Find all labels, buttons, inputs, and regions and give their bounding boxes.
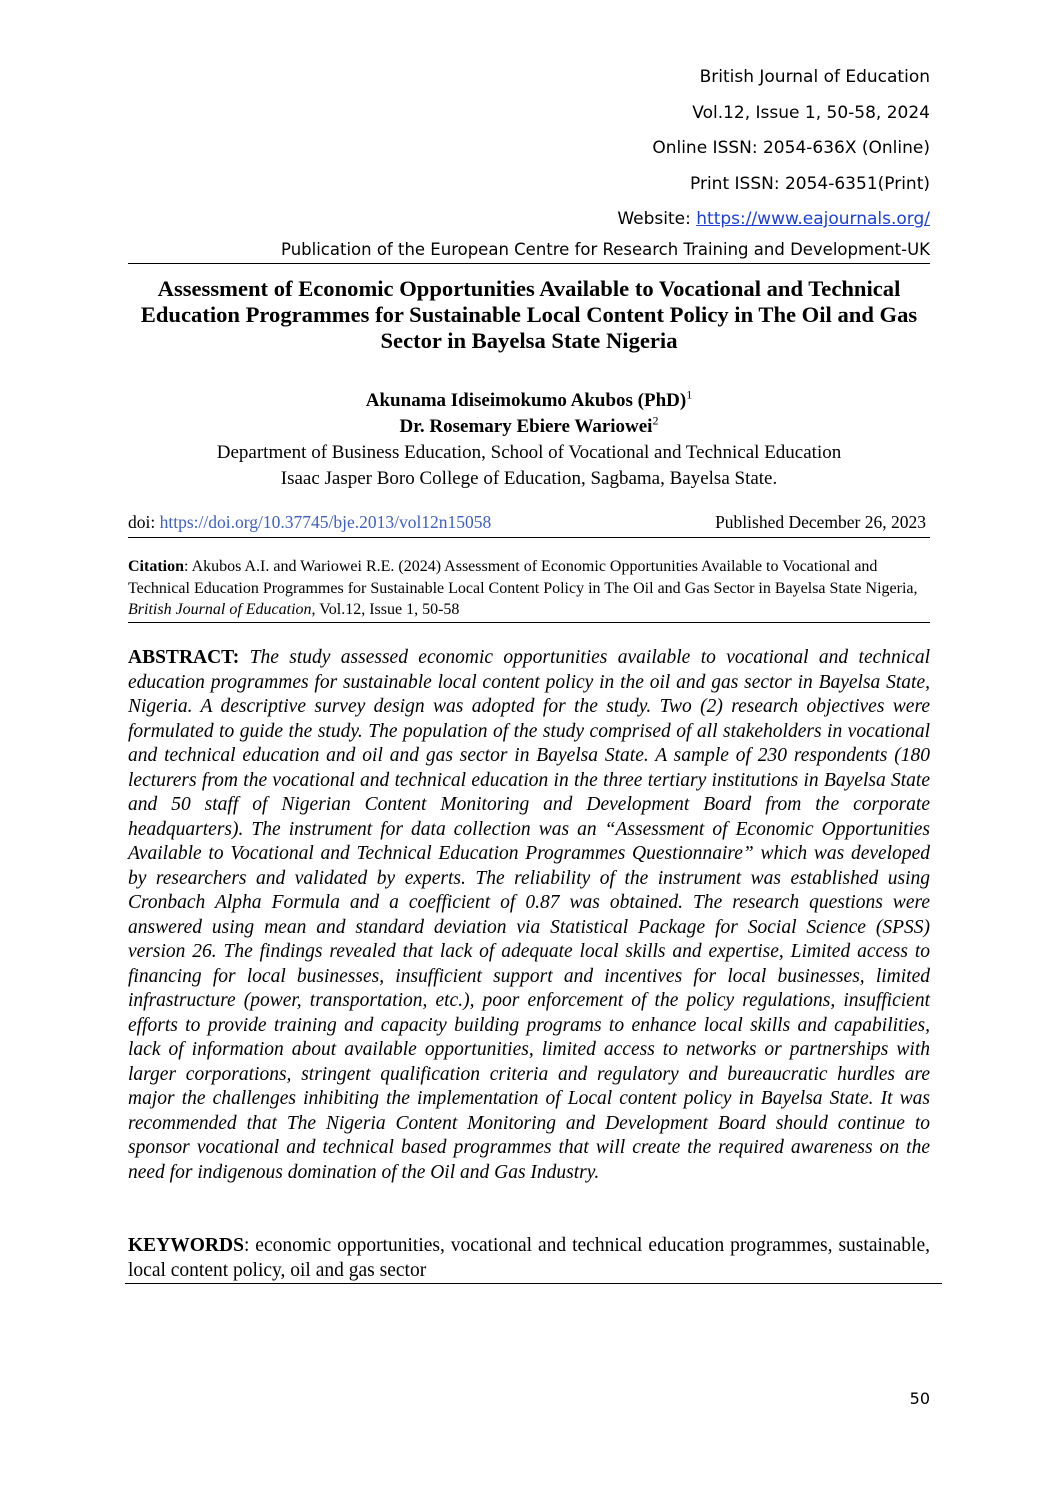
website-link[interactable]: https://www.eajournals.org/ [696, 209, 930, 229]
citation-label: Citation [128, 558, 184, 575]
journal-header [130, 60, 930, 238]
citation-block [128, 556, 930, 623]
website-label: Website: [617, 209, 697, 229]
page-number: 50 [909, 1389, 930, 1408]
keywords-text: : economic opportunities, vocational and technical education programmes, sustainable, local content policy, oil and gas sector [128, 1235, 930, 1281]
author-2 [128, 414, 930, 440]
citation-issue: , Vol.12, Issue 1, 50-58 [311, 601, 460, 618]
doi-line [128, 510, 930, 538]
doi-label: doi: [128, 512, 160, 532]
paper-title: Assessment of Economic Opportunities Available to Vocational and Technical Education Programmes for Sustainable Local Content Policy in The Oil and Gas Sector in Bayelsa State Nigeria [140, 276, 918, 353]
author-1 [128, 388, 930, 414]
publisher-line: Publication of the European Centre for Research Training and Development-UK [128, 238, 930, 264]
online-issn: Online ISSN: 2054-636X (Online) [652, 138, 930, 158]
author-affiliation-mark: 2 [652, 413, 659, 428]
affiliation-line-1: Department of Business Education, School of Vocational and Technical Education [216, 442, 842, 463]
author-block [128, 388, 930, 492]
citation-journal: British Journal of Education [128, 601, 312, 618]
abstract [128, 646, 930, 1185]
citation-text: : Akubos A.I. and Wariowei R.E. (2024) Assessment of Economic Opportunities Available to Vocational and Technical Education Programmes for Sustainable Local Content Policy in The Oil and Gas Sector in Bayelsa State Nigeria, [128, 558, 918, 597]
doi-link[interactable]: https://doi.org/10.37745/bje.2013/vol12n15058 [159, 512, 492, 532]
website-line [130, 202, 930, 238]
author-affiliation-mark: 1 [686, 387, 693, 402]
keywords-label: KEYWORDS [128, 1235, 244, 1256]
keywords [125, 1234, 942, 1284]
author-name: Akunama Idiseimokumo Akubos (PhD) [365, 390, 687, 411]
print-issn: Print ISSN: 2054-6351(Print) [690, 173, 930, 194]
published-date: Published December 26, 2023 [715, 512, 926, 532]
abstract-label: ABSTRACT: [128, 647, 240, 668]
abstract-body: The study assessed economic opportunities available to vocational and technical education programmes for sustainable local content policy in the oil and gas sector in Bayelsa State, Nigeria. A descriptive survey design was adopted for the study. Two (2) research objectives were formulated to guide the study. The population of the study comprised of all stakeholders in vocational and technical education and oil and gas sector in Bayelsa State. A sample of 230 respondents (180 lecturers from the vocational and technical education in the three tertiary institutions in Bayelsa State and 50 staff of Nigerian Content Monitoring and Development Board from the corporate headquarters). The instrument for data collection was an “Assessment of Economic Opportunities Available to Vocational and Technical Education Programmes Questionnaire” which was developed by researchers and validated by experts. The reliability of the instrument was established using Cronbach Alpha Formula and a coefficient of 0.87 was obtained. The research questions were answered using mean and standard deviation via Statistical Package for Social Science (SPSS) version 26. The findings revealed that lack of adequate local skills and expertise, Limited access to financing for local businesses, insufficient support and incentives for local businesses, limited infrastructure (power, transportation, etc.), poor enforcement of the policy regulations, insufficient efforts to provide training and capacity building programs to enhance local skills and capabilities, lack of information about available opportunities, limited access to networks or partnerships with larger corporations, stringent qualification criteria and regulatory and bureaucratic hurdles are major the challenges inhibiting the implementation of Local content policy in Bayelsa State. It was recommended that The Nigeria Content Monitoring and Development Board should continue to sponsor vocational and technical based programmes that will create the required awareness on the need for indigenous domination of the Oil and Gas Industry. [128, 647, 931, 1183]
journal-name: British Journal of Education [699, 67, 930, 87]
journal-volume: Vol.12, Issue 1, 50-58, 2024 [692, 102, 930, 123]
author-name: Dr. Rosemary Ebiere Wariowei [399, 416, 653, 437]
affiliation-line-2: Isaac Jasper Boro College of Education, Sagbama, Bayelsa State. [280, 468, 778, 489]
